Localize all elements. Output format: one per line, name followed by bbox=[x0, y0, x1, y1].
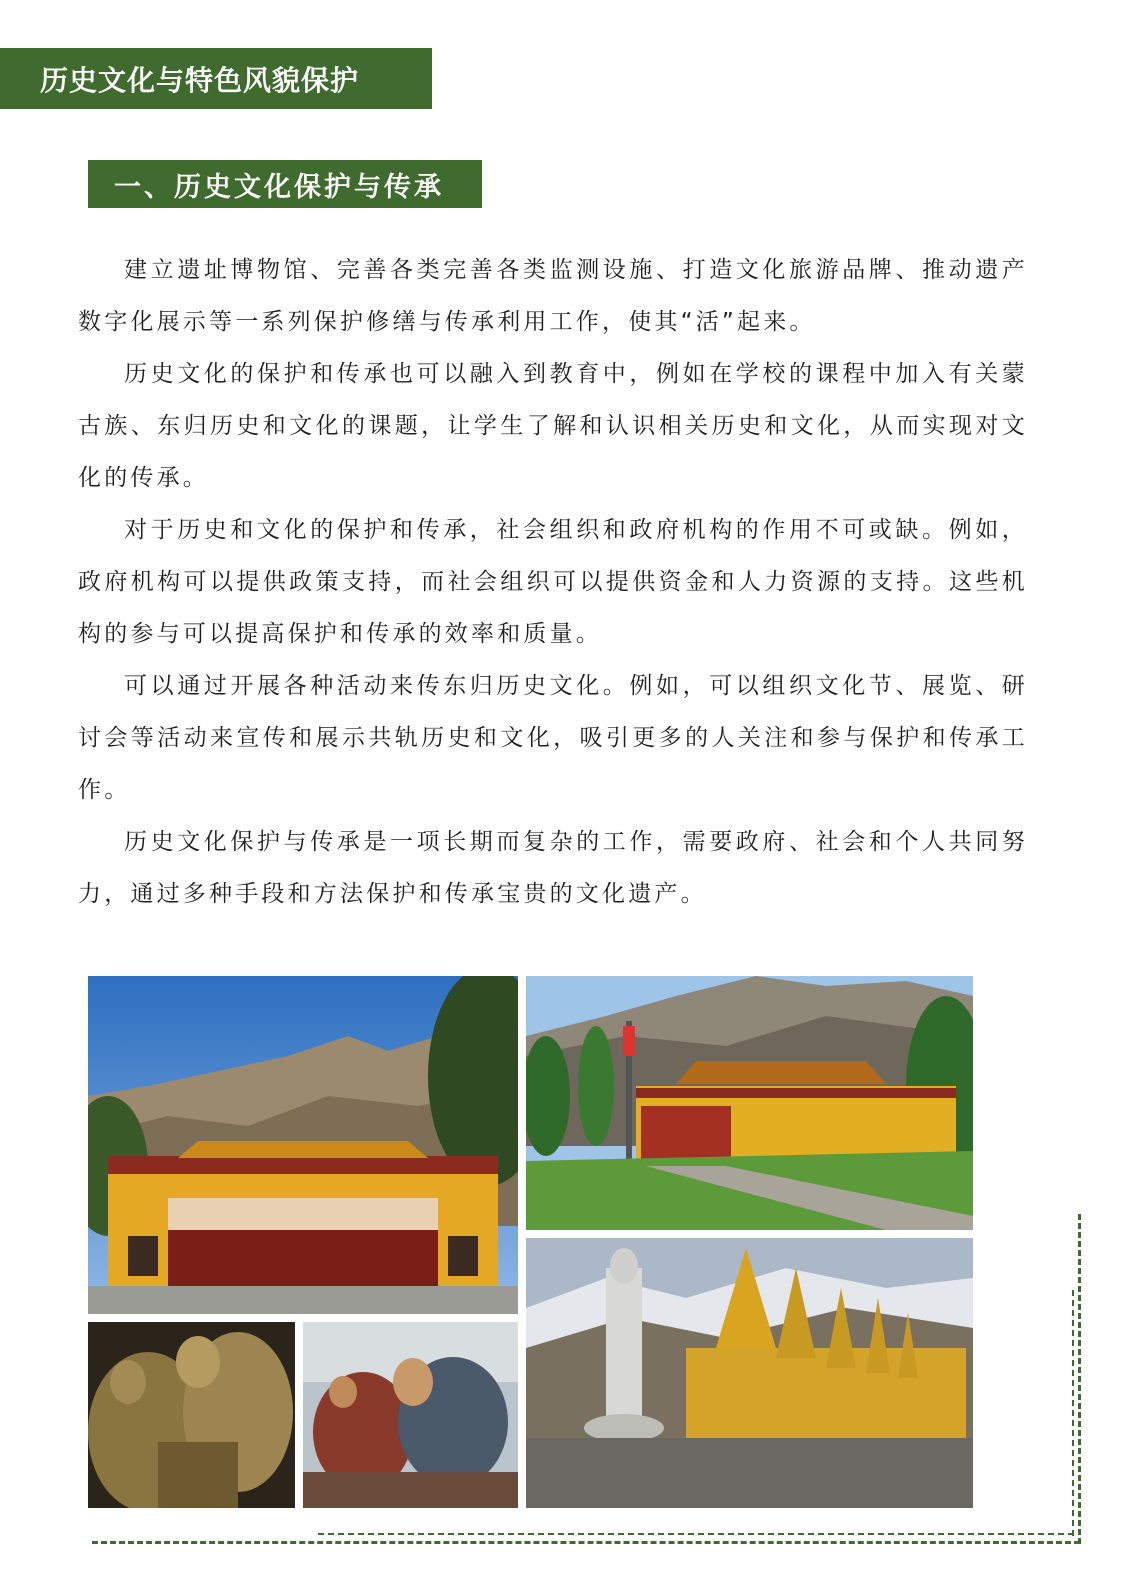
decorative-dashed-line-bottom-inner bbox=[318, 1533, 1074, 1535]
stupa-buddha-photo bbox=[526, 1238, 973, 1508]
historical-painting-photo bbox=[303, 1322, 518, 1508]
temple-lawn-photo bbox=[526, 976, 973, 1230]
paragraph-4: 可以通过开展各种活动来传东归历史文化。例如，可以组织文化节、展览、研讨会等活动来宣传和展示共轨历史和文化，吸引更多的人关注和参与保护和传承工作。 bbox=[78, 673, 1028, 803]
decorative-dashed-line-right bbox=[1078, 1214, 1081, 1544]
decorative-dashed-line-right-inner bbox=[1072, 1290, 1074, 1536]
section-heading-bar bbox=[88, 160, 482, 208]
paragraph-1: 建立遗址博物馆、完善各类完善各类监测设施、打造文化旅游品牌、推动遗产数字化展示等一系列保护修缮与传承利用工作，使其“活”起来。 bbox=[78, 257, 1028, 335]
page-title: 历史文化与特色风貌保护 bbox=[40, 63, 360, 97]
page-header-bar bbox=[0, 48, 432, 109]
body-text bbox=[78, 244, 1028, 920]
decorative-dashed-line-bottom bbox=[92, 1541, 1080, 1544]
section-title: 一、历史文化保护与传承 bbox=[114, 171, 444, 203]
paragraph-2: 历史文化的保护和传承也可以融入到教育中，例如在学校的课程中加入有关蒙古族、东归历史和文化的课题，让学生了解和认识相关历史和文化，从而实现对文化的传承。 bbox=[78, 361, 1028, 491]
bronze-statue-photo bbox=[88, 1322, 295, 1508]
temple-front-photo bbox=[88, 976, 518, 1314]
paragraph-5: 历史文化保护与传承是一项长期而复杂的工作，需要政府、社会和个人共同努力，通过多种手段和方法保护和传承宝贵的文化遗产。 bbox=[78, 829, 1028, 907]
paragraph-3: 对于历史和文化的保护和传承，社会组织和政府机构的作用不可或缺。例如，政府机构可以提供政策支持，而社会组织可以提供资金和人力资源的支持。这些机构的参与可以提高保护和传承的效率和质量。 bbox=[78, 517, 1028, 647]
